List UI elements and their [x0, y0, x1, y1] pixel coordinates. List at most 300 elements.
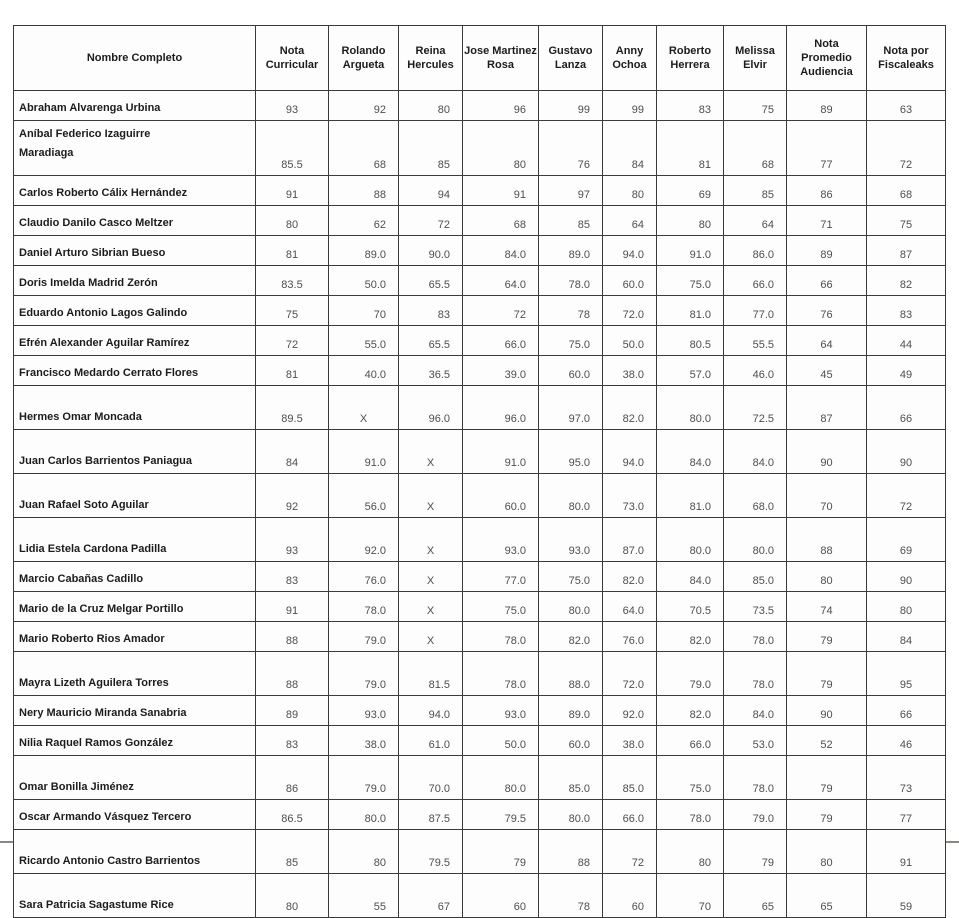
grade-cell: 80 — [787, 562, 867, 592]
grade-cell: 38.0 — [603, 726, 657, 756]
grade-cell: 96 — [463, 91, 539, 121]
grade-cell: 83.5 — [256, 266, 329, 296]
grade-cell: 88 — [256, 652, 329, 696]
grade-cell: 73.5 — [724, 592, 787, 622]
grade-cell: 83 — [867, 296, 946, 326]
grade-cell: 68.0 — [724, 474, 787, 518]
grade-cell: 93 — [256, 91, 329, 121]
grade-cell: 88 — [787, 518, 867, 562]
grade-cell-missing: X — [399, 474, 463, 518]
grade-cell: 69 — [867, 518, 946, 562]
student-name-text: Juan Rafael Soto Aguilar — [19, 499, 149, 512]
student-name-cell — [14, 474, 256, 518]
grade-cell: 72 — [463, 296, 539, 326]
grade-cell: 68 — [463, 206, 539, 236]
grade-cell: 76.0 — [603, 622, 657, 652]
grade-cell: 55 — [329, 874, 399, 918]
grade-cell: 64 — [787, 326, 867, 356]
grade-cell: 55.5 — [724, 326, 787, 356]
table-row — [14, 326, 946, 356]
grade-cell: 75 — [256, 296, 329, 326]
student-name-cell — [14, 121, 256, 176]
grade-cell: 63 — [867, 91, 946, 121]
grade-cell: 78.0 — [724, 652, 787, 696]
grade-cell: 93.0 — [463, 696, 539, 726]
grade-cell: 80 — [256, 206, 329, 236]
grade-cell: 72 — [603, 830, 657, 874]
student-name-text: Mario de la Cruz Melgar Portillo — [19, 603, 184, 616]
grade-cell: 95.0 — [539, 430, 603, 474]
student-name-text: Lidia Estela Cardona Padilla — [19, 543, 167, 556]
grade-cell: 60.0 — [463, 474, 539, 518]
grade-cell: 83 — [256, 562, 329, 592]
grade-cell: 46.0 — [724, 356, 787, 386]
student-name-text: Aníbal Federico Izaguirre Maradiaga — [19, 128, 151, 159]
grade-cell: 87.0 — [603, 518, 657, 562]
grade-cell: 40.0 — [329, 356, 399, 386]
grade-cell: 99 — [603, 91, 657, 121]
grade-cell: 46 — [867, 726, 946, 756]
table-body — [14, 91, 946, 918]
grade-cell: 65 — [787, 874, 867, 918]
grade-cell: 76 — [787, 296, 867, 326]
student-name-text: Efrén Alexander Aguilar Ramírez — [19, 337, 190, 350]
grade-cell: 45 — [787, 356, 867, 386]
grade-cell: 60.0 — [539, 356, 603, 386]
student-name-cell — [14, 874, 256, 918]
student-name-cell — [14, 326, 256, 356]
grade-cell: 96.0 — [463, 386, 539, 430]
grade-cell: 88 — [539, 830, 603, 874]
grade-cell: 89.0 — [539, 696, 603, 726]
grade-cell: 92.0 — [329, 518, 399, 562]
grade-cell: 90 — [867, 430, 946, 474]
student-name-cell — [14, 652, 256, 696]
grade-cell: 89 — [256, 696, 329, 726]
grade-cell: 91.0 — [329, 430, 399, 474]
grade-cell: 79 — [724, 830, 787, 874]
header-row — [14, 26, 946, 91]
grade-cell: 93.0 — [539, 518, 603, 562]
table-row — [14, 176, 946, 206]
grade-cell: 60.0 — [539, 726, 603, 756]
grade-cell: 80.0 — [657, 386, 724, 430]
student-name-cell — [14, 518, 256, 562]
grade-cell: 77 — [867, 800, 946, 830]
student-name-text: Doris Imelda Madrid Zerón — [19, 277, 158, 290]
grade-cell: 81 — [256, 236, 329, 266]
grade-cell: 70.0 — [399, 756, 463, 800]
grade-cell: 71 — [787, 206, 867, 236]
grade-cell: 80 — [867, 592, 946, 622]
grade-cell: 87 — [867, 236, 946, 266]
grade-cell: 92 — [329, 91, 399, 121]
grade-cell: 66 — [867, 696, 946, 726]
grade-cell: 80 — [329, 830, 399, 874]
student-name-cell — [14, 91, 256, 121]
grade-cell: 82.0 — [603, 562, 657, 592]
grade-cell: 89.5 — [256, 386, 329, 430]
grade-cell: 85 — [724, 176, 787, 206]
student-name-text: Hermes Omar Moncada — [19, 411, 142, 424]
grade-cell: 84 — [603, 121, 657, 176]
grade-cell: 65.5 — [399, 266, 463, 296]
grade-cell: 78.0 — [463, 652, 539, 696]
grade-cell: 65 — [724, 874, 787, 918]
grade-cell: 78 — [539, 874, 603, 918]
student-name-cell — [14, 430, 256, 474]
grade-cell-missing: X — [399, 430, 463, 474]
grade-cell: 79.0 — [329, 622, 399, 652]
grade-cell: 70 — [787, 474, 867, 518]
student-name-text: Mario Roberto Rios Amador — [19, 633, 165, 646]
grade-cell: 81.5 — [399, 652, 463, 696]
grade-cell: 60 — [463, 874, 539, 918]
student-name-text: Daniel Arturo Sibrian Bueso — [19, 247, 166, 260]
grade-cell: 73.0 — [603, 474, 657, 518]
grade-cell: 80 — [399, 91, 463, 121]
grade-cell: 50.0 — [463, 726, 539, 756]
grade-cell: 53.0 — [724, 726, 787, 756]
grade-cell: 66.0 — [463, 326, 539, 356]
grade-cell: 60.0 — [603, 266, 657, 296]
grade-cell: 72.0 — [603, 652, 657, 696]
grade-cell: 70.5 — [657, 592, 724, 622]
grade-cell: 66 — [867, 386, 946, 430]
column-header-jose-martinez-rosa: Jose Martinez Rosa — [463, 26, 539, 91]
grade-cell: 75 — [724, 91, 787, 121]
student-name-text: Omar Bonilla Jiménez — [19, 781, 134, 794]
table-row — [14, 91, 946, 121]
table-row — [14, 386, 946, 430]
grade-cell: 91 — [867, 830, 946, 874]
column-header-nota-por-fiscaleaks: Nota por Fiscaleaks — [867, 26, 946, 91]
grade-cell: 93.0 — [463, 518, 539, 562]
student-name-text: Oscar Armando Vásquez Tercero — [19, 811, 192, 824]
table-row — [14, 121, 946, 176]
grade-cell: 90.0 — [399, 236, 463, 266]
grade-cell: 61.0 — [399, 726, 463, 756]
grade-cell: 79 — [787, 756, 867, 800]
column-header-gustavo-lanza: Gustavo Lanza — [539, 26, 603, 91]
grade-cell: 72 — [867, 474, 946, 518]
grade-cell: 74 — [787, 592, 867, 622]
grade-cell: 68 — [867, 176, 946, 206]
grade-cell: 94.0 — [399, 696, 463, 726]
student-name-cell — [14, 176, 256, 206]
grade-cell: 81 — [657, 121, 724, 176]
grade-cell: 85.0 — [724, 562, 787, 592]
column-header-nota-promedio-audiencia: Nota Promedio Audiencia — [787, 26, 867, 91]
grade-cell: 78.0 — [724, 756, 787, 800]
grade-cell: 80.0 — [329, 800, 399, 830]
grade-cell: 94 — [399, 176, 463, 206]
column-header-melissa-elvir: Melissa Elvir — [724, 26, 787, 91]
column-header-rolando-argueta: Rolando Argueta — [329, 26, 399, 91]
grade-cell: 72.0 — [603, 296, 657, 326]
grade-cell: 52 — [787, 726, 867, 756]
grade-cell: 80 — [256, 874, 329, 918]
grade-cell: 79.0 — [724, 800, 787, 830]
grade-cell: 83 — [657, 91, 724, 121]
table-row — [14, 874, 946, 918]
grade-cell: 72 — [867, 121, 946, 176]
table-row — [14, 652, 946, 696]
grade-cell: 86 — [787, 176, 867, 206]
student-name-cell — [14, 800, 256, 830]
student-name-cell — [14, 296, 256, 326]
grade-cell: 77 — [787, 121, 867, 176]
grade-cell: 76 — [539, 121, 603, 176]
grade-cell: 55.0 — [329, 326, 399, 356]
grade-cell: 60 — [603, 874, 657, 918]
student-name-cell — [14, 696, 256, 726]
grade-cell: 79.5 — [463, 800, 539, 830]
grade-cell: 67 — [399, 874, 463, 918]
student-name-text: Juan Carlos Barrientos Paniagua — [19, 455, 192, 468]
grade-cell: 80.0 — [724, 518, 787, 562]
grade-cell: 81.0 — [657, 296, 724, 326]
grade-cell: 78.0 — [463, 622, 539, 652]
grade-cell: 91.0 — [463, 430, 539, 474]
grade-cell: 65.5 — [399, 326, 463, 356]
grade-cell: 78.0 — [329, 592, 399, 622]
grade-cell: 93 — [256, 518, 329, 562]
grade-cell-missing: X — [399, 622, 463, 652]
grade-cell: 75 — [867, 206, 946, 236]
grade-cell: 84.0 — [657, 562, 724, 592]
grade-cell: 66.0 — [603, 800, 657, 830]
grade-cell: 96.0 — [399, 386, 463, 430]
student-name-text: Nilia Raquel Ramos González — [19, 737, 174, 750]
student-name-text: Carlos Roberto Cálix Hernández — [19, 187, 188, 200]
grade-cell: 84 — [256, 430, 329, 474]
student-name-cell — [14, 562, 256, 592]
grade-cell: 84.0 — [463, 236, 539, 266]
grade-cell: 91.0 — [657, 236, 724, 266]
grade-cell: 80 — [463, 121, 539, 176]
grade-cell: 84 — [867, 622, 946, 652]
grade-cell: 90 — [867, 562, 946, 592]
grade-cell: 91 — [256, 176, 329, 206]
student-name-cell — [14, 756, 256, 800]
column-header-roberto-herrera: Roberto Herrera — [657, 26, 724, 91]
column-header-reina-hercules: Reina Hercules — [399, 26, 463, 91]
grade-cell: 80.0 — [539, 800, 603, 830]
column-header-nota-curricular: Nota Curricular — [256, 26, 329, 91]
table-row — [14, 562, 946, 592]
grade-cell: 59 — [867, 874, 946, 918]
student-name-cell — [14, 726, 256, 756]
grade-cell: 79.5 — [399, 830, 463, 874]
grade-cell: 82.0 — [539, 622, 603, 652]
grade-cell: 88 — [256, 622, 329, 652]
grade-cell: 75.0 — [657, 756, 724, 800]
table-row — [14, 236, 946, 266]
grade-cell: 57.0 — [657, 356, 724, 386]
grade-cell: 85.5 — [256, 121, 329, 176]
grade-cell: 80 — [603, 176, 657, 206]
grade-cell: 99 — [539, 91, 603, 121]
grade-cell: 64.0 — [603, 592, 657, 622]
grade-cell: 66 — [787, 266, 867, 296]
student-name-text: Claudio Danilo Casco Meltzer — [19, 217, 174, 230]
grade-cell: 77.0 — [463, 562, 539, 592]
student-name-text: Abraham Alvarenga Urbina — [19, 102, 161, 115]
grade-cell: 75.0 — [463, 592, 539, 622]
grade-cell: 79.0 — [329, 652, 399, 696]
student-name-cell — [14, 830, 256, 874]
student-name-text: Sara Patricia Sagastume Rice — [19, 899, 174, 912]
grade-cell: 89 — [787, 236, 867, 266]
grade-cell: 66.0 — [724, 266, 787, 296]
grade-cell: 38.0 — [603, 356, 657, 386]
grade-cell: 76.0 — [329, 562, 399, 592]
grade-cell: 80.5 — [657, 326, 724, 356]
grade-cell: 64 — [603, 206, 657, 236]
grade-cell: 79 — [787, 800, 867, 830]
grade-cell: 73 — [867, 756, 946, 800]
grade-cell: 80.0 — [539, 592, 603, 622]
grade-cell: 88.0 — [539, 652, 603, 696]
student-name-text: Marcio Cabañas Cadillo — [19, 573, 144, 586]
grade-cell: 85 — [539, 206, 603, 236]
grade-cell: 70 — [329, 296, 399, 326]
grade-cell: 64 — [724, 206, 787, 236]
grade-cell-missing: X — [329, 386, 399, 430]
grade-cell: 78.0 — [539, 266, 603, 296]
grade-cell: 75.0 — [539, 326, 603, 356]
grade-cell: 72 — [256, 326, 329, 356]
grade-cell-missing: X — [399, 592, 463, 622]
table-row — [14, 266, 946, 296]
grade-cell: 86.0 — [724, 236, 787, 266]
grade-cell: 68 — [329, 121, 399, 176]
grade-cell: 94.0 — [603, 430, 657, 474]
grade-cell: 44 — [867, 326, 946, 356]
grade-cell: 78.0 — [657, 800, 724, 830]
grade-cell: 82 — [867, 266, 946, 296]
student-name-text: Nery Mauricio Miranda Sanabria — [19, 707, 187, 720]
grade-cell: 85.0 — [539, 756, 603, 800]
grade-cell: 85 — [399, 121, 463, 176]
grade-cell: 70 — [657, 874, 724, 918]
grade-cell: 86 — [256, 756, 329, 800]
grade-cell: 78 — [539, 296, 603, 326]
student-name-text: Eduardo Antonio Lagos Galindo — [19, 307, 188, 320]
grade-cell: 83 — [256, 726, 329, 756]
grade-cell: 89.0 — [329, 236, 399, 266]
table-row — [14, 696, 946, 726]
student-name-cell — [14, 356, 256, 386]
grade-cell: 87.5 — [399, 800, 463, 830]
grade-cell: 81.0 — [657, 474, 724, 518]
table-row — [14, 756, 946, 800]
grade-cell: 85 — [256, 830, 329, 874]
grade-cell: 90 — [787, 696, 867, 726]
column-header-anny-ochoa: Anny Ochoa — [603, 26, 657, 91]
grade-cell-missing: X — [399, 562, 463, 592]
table-row — [14, 622, 946, 652]
grade-cell: 93.0 — [329, 696, 399, 726]
table-row — [14, 518, 946, 562]
grade-cell: 86.5 — [256, 800, 329, 830]
grade-cell: 80.0 — [463, 756, 539, 800]
grade-cell: 38.0 — [329, 726, 399, 756]
grade-cell: 80 — [657, 206, 724, 236]
grade-cell: 77.0 — [724, 296, 787, 326]
grade-cell: 89 — [787, 91, 867, 121]
grade-cell: 80 — [657, 830, 724, 874]
table-row — [14, 356, 946, 386]
student-name-cell — [14, 266, 256, 296]
grade-cell: 97 — [539, 176, 603, 206]
student-name-text: Mayra Lizeth Aguilera Torres — [19, 677, 169, 690]
grade-cell: 75.0 — [657, 266, 724, 296]
grade-cell: 69 — [657, 176, 724, 206]
grade-cell: 78.0 — [724, 622, 787, 652]
grade-cell: 83 — [399, 296, 463, 326]
grade-cell: 90 — [787, 430, 867, 474]
table-row — [14, 592, 946, 622]
student-name-cell — [14, 592, 256, 622]
grade-cell: 84.0 — [724, 430, 787, 474]
grade-cell: 56.0 — [329, 474, 399, 518]
grade-cell: 64.0 — [463, 266, 539, 296]
table-row — [14, 726, 946, 756]
grade-cell: 91 — [256, 592, 329, 622]
grade-cell: 72.5 — [724, 386, 787, 430]
grade-cell: 50.0 — [603, 326, 657, 356]
table-row — [14, 206, 946, 236]
student-name-cell — [14, 386, 256, 430]
grade-cell: 80.0 — [539, 474, 603, 518]
grade-cell: 68 — [724, 121, 787, 176]
grade-cell-missing: X — [399, 518, 463, 562]
grade-cell: 49 — [867, 356, 946, 386]
grade-cell: 79 — [787, 652, 867, 696]
grade-cell: 91 — [463, 176, 539, 206]
grade-cell: 79 — [787, 622, 867, 652]
grade-cell: 79 — [463, 830, 539, 874]
student-name-cell — [14, 206, 256, 236]
student-name-text: Ricardo Antonio Castro Barrientos — [19, 855, 201, 868]
grade-cell: 50.0 — [329, 266, 399, 296]
grade-cell: 85.0 — [603, 756, 657, 800]
student-name-text: Francisco Medardo Cerrato Flores — [19, 367, 199, 380]
column-header-nombre-completo: Nombre Completo — [14, 26, 256, 91]
table-row — [14, 830, 946, 874]
grade-cell: 36.5 — [399, 356, 463, 386]
grade-cell: 94.0 — [603, 236, 657, 266]
grade-cell: 84.0 — [657, 430, 724, 474]
grade-cell: 87 — [787, 386, 867, 430]
grade-cell: 88 — [329, 176, 399, 206]
grade-cell: 89.0 — [539, 236, 603, 266]
grade-cell: 62 — [329, 206, 399, 236]
grade-cell: 80.0 — [657, 518, 724, 562]
table-row — [14, 296, 946, 326]
table-row — [14, 800, 946, 830]
grade-cell: 66.0 — [657, 726, 724, 756]
grade-cell: 72 — [399, 206, 463, 236]
grade-cell: 92 — [256, 474, 329, 518]
grade-cell: 82.0 — [657, 696, 724, 726]
student-name-cell — [14, 236, 256, 266]
grade-cell: 82.0 — [603, 386, 657, 430]
grade-cell: 82.0 — [657, 622, 724, 652]
grade-cell: 81 — [256, 356, 329, 386]
